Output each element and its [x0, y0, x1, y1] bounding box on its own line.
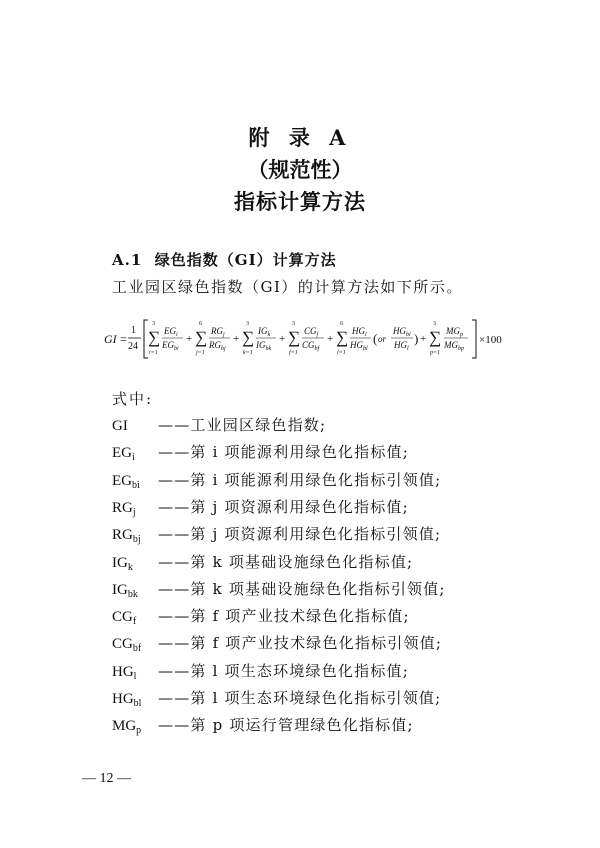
- symbol-subscript: k: [127, 561, 133, 573]
- definition-text: ——第 k 项基础设施绿色化指标引领值;: [158, 579, 446, 598]
- formula-equals: =: [120, 332, 127, 346]
- section-intro: 工业园区绿色指数（GI）的计算方法如下所示。: [112, 278, 463, 296]
- frac-den-hg: $HG_{bl}$: [350, 340, 368, 352]
- section-number: A.1: [112, 251, 143, 269]
- symbol-subscript: bf: [132, 643, 142, 655]
- symbol-base: RG: [112, 499, 133, 516]
- symbol-subscript: bk: [127, 588, 138, 600]
- times-100: ×100: [479, 334, 502, 346]
- definition-symbol: [112, 664, 158, 682]
- symbol-base: IG: [112, 554, 128, 571]
- definition-row: [112, 605, 410, 627]
- definition-text: ——工业园区绿色指数;: [158, 416, 327, 434]
- definition-row: [112, 469, 441, 491]
- symbol-subscript: i: [132, 452, 135, 464]
- frac-den-rg: $RG_{bj}$: [209, 340, 226, 352]
- coef-denominator: 24: [128, 341, 138, 352]
- symbol-base: EG: [112, 472, 132, 489]
- sum-upper-mg: 3: [433, 321, 436, 327]
- definition-row: [112, 578, 446, 600]
- sum-upper-hg: 6: [340, 321, 343, 327]
- symbol-subscript: p: [136, 725, 142, 737]
- sum-lower-mg: p=1: [430, 350, 441, 356]
- definition-symbol: [112, 582, 158, 600]
- symbol-base: CG: [112, 609, 133, 626]
- plus-4: +: [327, 333, 334, 345]
- symbol-base: RG: [112, 527, 133, 544]
- definition-text: ——第 j 项资源利用绿色化指标引领值;: [158, 525, 442, 544]
- frac-den-cg: $CG_{bf}$: [302, 340, 320, 352]
- definition-row: [112, 523, 441, 545]
- definition-text: ——第 l 项生态环境绿色化指标引领值;: [158, 689, 442, 707]
- gi-formula: [98, 316, 510, 362]
- symbol-base: MG: [112, 718, 137, 735]
- definition-symbol: [112, 473, 158, 491]
- sum-upper-cg: 3: [292, 321, 295, 327]
- definition-symbol: [112, 418, 158, 435]
- definition-text: ——第 p 项运行管理绿色化指标值;: [158, 716, 414, 735]
- frac-den-hg-inv: $HG_l$: [394, 340, 409, 352]
- symbol-subscript: bi: [132, 479, 140, 491]
- symbol-subscript: l: [133, 670, 137, 682]
- sigma-ig: ∑: [242, 328, 255, 347]
- section-title: 绿色指数（GI）计算方法: [154, 251, 337, 269]
- coef-numerator: 1: [131, 325, 136, 336]
- plus-1: +: [186, 333, 193, 345]
- plus-2: +: [233, 333, 240, 345]
- sigma-cg: ∑: [288, 328, 301, 347]
- definition-symbol: [112, 500, 158, 518]
- definition-symbol: [112, 691, 158, 709]
- symbol-subscript: bj: [132, 534, 141, 546]
- definition-symbol: [112, 718, 158, 736]
- definition-text: ——第 i 项能源利用绿色化指标引领值;: [158, 470, 442, 489]
- definition-text: ——第 f 项产业技术绿色化指标值;: [158, 607, 410, 626]
- section-heading: [112, 249, 337, 270]
- right-bracket: [472, 320, 476, 358]
- sum-upper-rg: 6: [199, 321, 202, 327]
- where-label: 式中:: [112, 390, 154, 408]
- symbol-base: IG: [112, 581, 128, 598]
- frac-den-ig: $IG_{bk}$: [256, 340, 272, 352]
- symbol-subscript: f: [132, 616, 137, 628]
- sum-lower-eg: i=1: [149, 350, 158, 356]
- sigma-eg: ∑: [148, 328, 161, 347]
- plus-5: +: [420, 333, 427, 345]
- page-number: — 12 —: [82, 771, 131, 786]
- sum-lower-hg: l=1: [337, 350, 346, 356]
- plus-3: +: [279, 333, 286, 345]
- symbol-base: GI: [112, 418, 128, 434]
- sigma-hg: ∑: [336, 328, 349, 347]
- sigma-rg: ∑: [195, 328, 208, 347]
- definition-row: [112, 551, 413, 573]
- symbol-subscript: j: [132, 506, 136, 518]
- frac-num-hg: $HG_l$: [352, 326, 367, 338]
- definition-text: ——第 f 项产业技术绿色化指标引领值;: [158, 634, 443, 653]
- close-paren: ): [414, 331, 419, 346]
- sigma-mg: ∑: [429, 328, 442, 347]
- symbol-base: HG: [112, 691, 134, 707]
- definition-row: [112, 441, 409, 463]
- sum-upper-eg: 3: [152, 321, 155, 327]
- frac-num-cg: $CG_f$: [304, 326, 319, 338]
- symbol-base: EG: [112, 445, 132, 462]
- sum-lower-ig: k=1: [243, 350, 253, 356]
- normative-label: （规范性）: [247, 157, 353, 182]
- definition-row: [112, 660, 409, 682]
- appendix-title: 指标计算方法: [234, 189, 366, 214]
- definition-symbol: [112, 555, 158, 573]
- definition-text: ——第 i 项能源利用绿色化指标值;: [158, 443, 409, 462]
- definition-text: ——第 l 项生态环境绿色化指标值;: [158, 661, 409, 680]
- symbol-subscript: bl: [133, 698, 142, 709]
- sum-lower-rg: j=1: [196, 350, 205, 356]
- frac-den-eg: $EG_{bi}$: [162, 340, 179, 352]
- definition-row: [112, 414, 326, 435]
- definition-text: ——第 k 项基础设施绿色化指标值;: [158, 552, 414, 571]
- formula-lhs: GI: [104, 332, 117, 346]
- definition-row: [112, 687, 441, 709]
- frac-num-ig: $IG_k$: [258, 326, 271, 338]
- symbol-base: HG: [112, 663, 134, 680]
- frac-num-eg: $EG_i$: [164, 326, 178, 338]
- appendix-label: 附 录 A: [248, 125, 352, 150]
- definition-row: [112, 496, 409, 518]
- definition-symbol: [112, 445, 158, 463]
- sum-lower-cg: f=1: [289, 350, 298, 356]
- frac-num-mg: $MG_p$: [446, 326, 463, 338]
- open-paren: (: [373, 331, 378, 346]
- frac-num-rg: $RG_j$: [211, 326, 225, 338]
- symbol-base: CG: [112, 636, 133, 653]
- definition-row: [112, 714, 414, 736]
- definition-symbol: [112, 636, 158, 654]
- frac-num-hg-inv: $HG_{bl}$: [393, 326, 411, 338]
- definition-text: ——第 j 项资源利用绿色化指标值;: [158, 497, 409, 516]
- or-word: or: [378, 334, 387, 344]
- sum-upper-ig: 3: [246, 321, 249, 327]
- definition-row: [112, 632, 442, 654]
- definition-symbol: [112, 609, 158, 627]
- definition-symbol: [112, 527, 158, 545]
- frac-den-mg: $MG_{bp}$: [444, 340, 464, 352]
